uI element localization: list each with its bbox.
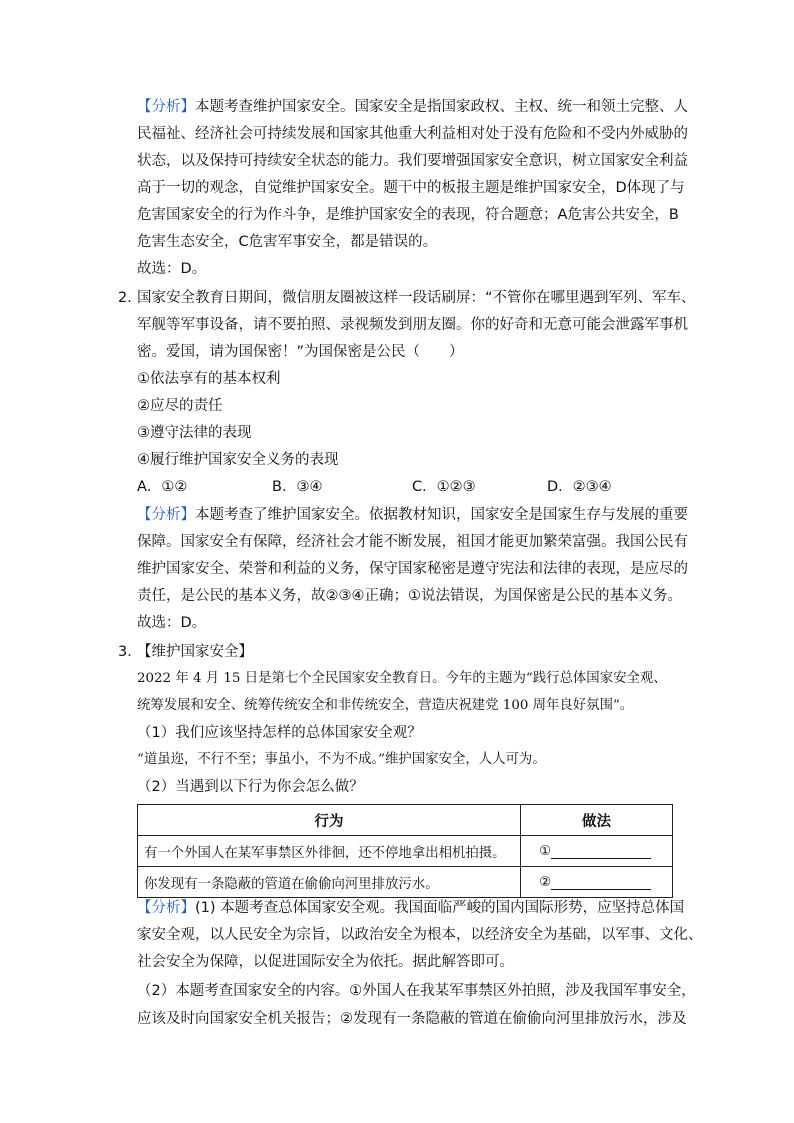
q1-answer: 故选：D。 bbox=[137, 261, 207, 277]
table-row bbox=[138, 836, 673, 867]
q2-number: 2． bbox=[118, 290, 142, 306]
answer-mark: ② bbox=[539, 874, 552, 890]
q2-stem-line-3: 密。爱国，请为国保密！”为国保密是公民（ ） bbox=[137, 344, 464, 360]
q2-option-d: D．②③④ bbox=[547, 479, 612, 495]
answer-mark: ① bbox=[539, 843, 552, 859]
q2-analysis-line-4: 责任，是公民的基本义务，故②③④正确；①说法错误，为国保密是公民的基本义务。 bbox=[137, 588, 682, 604]
behavior-table bbox=[137, 804, 673, 898]
q1-analysis-line-1 bbox=[137, 98, 688, 116]
q2-option-b: B．③④ bbox=[272, 479, 323, 495]
q1-analysis-line-6: 危害生态安全，C危害军事安全，都是错误的。 bbox=[137, 234, 438, 250]
q3-analysis-line-4: （2）本题考查国家安全的内容。①外国人在我某军事禁区外拍照，涉及我国军事安全， bbox=[137, 983, 696, 999]
q3-number: 3． bbox=[118, 644, 142, 660]
table-row bbox=[138, 867, 673, 898]
behavior-cell: 你发现有一条隐蔽的管道在偷偷向河里排放污水。 bbox=[138, 867, 521, 898]
q1-analysis-line-2: 民福祉、经济社会可持续发展和国家其他重大利益相对处于没有危险和不受内外威胁的 bbox=[137, 126, 688, 142]
answer-blank[interactable] bbox=[551, 844, 651, 859]
q2-item-1: ①依法享有的基本权利 bbox=[137, 371, 281, 387]
analysis-text: (1) 本题考查总体国家安全观。我国面临严峻的国内国际形势，应坚持总体国 bbox=[195, 900, 685, 916]
q3-analysis-line-1 bbox=[137, 899, 684, 917]
q2-analysis-line-3: 维护国家安全、荣誉和利益的义务，保守国家秘密是遵守宪法和法律的表现，是应尽的 bbox=[137, 561, 688, 577]
q2-stem-line-1: 国家安全教育日期间，微信朋友圈被这样一段话刷屏：“不管你在哪里遇到军列、军车、 bbox=[137, 290, 696, 306]
q2-analysis-line-2: 保障。国家安全有保障，经济社会才能不断发展，祖国才能更加繁荣富强。我国公民有 bbox=[137, 534, 688, 550]
q1-analysis-line-5: 危害国家安全的行为作斗争，是维护国家安全的表现，符合题意；A危害公共安全，B bbox=[137, 207, 679, 223]
table-header-behavior: 行为 bbox=[138, 805, 521, 836]
table-header-action: 做法 bbox=[521, 805, 673, 836]
analysis-tag: 【分析】 bbox=[137, 99, 195, 115]
q2-item-4: ④履行维护国家安全义务的表现 bbox=[137, 452, 339, 468]
q3-sub-question-1: （1）我们应该坚持怎样的总体国家安全观？ bbox=[137, 725, 422, 741]
q2-answer: 故选：D。 bbox=[137, 615, 207, 631]
q2-option-a: A．①② bbox=[137, 479, 188, 495]
behavior-cell: 有一个外国人在某军事禁区外徘徊，还不停地拿出相机拍摄。 bbox=[138, 836, 521, 867]
q1-analysis-line-3: 状态，以及保持可持续安全状态的能力。我们要增强国家安全意识，树立国家安全利益 bbox=[137, 153, 688, 169]
q3-analysis-line-5: 应该及时向国家安全机关报告；②发现有一条隐蔽的管道在偷偷向河里排放污水，涉及 bbox=[137, 1011, 687, 1027]
q3-intro-line-1: 2022 年 4 月 15 日是第七个全民国家安全教育日。今年的主题为“践行总体国家安全观、 bbox=[137, 671, 667, 686]
action-cell bbox=[521, 836, 673, 867]
q2-item-2: ②应尽的责任 bbox=[137, 398, 223, 414]
action-cell bbox=[521, 867, 673, 898]
q2-item-3: ③遵守法律的表现 bbox=[137, 425, 252, 441]
analysis-tag: 【分析】 bbox=[137, 507, 195, 523]
answer-blank[interactable] bbox=[551, 875, 651, 890]
q3-analysis-line-2: 家安全观，以人民安全为宗旨，以政治安全为根本，以经济安全为基础，以军事、文化、 bbox=[137, 927, 703, 943]
q2-stem-line-2: 军舰等军事设备，请不要拍照、录视频发到朋友圈。你的好奇和无意可能会泄露军事机 bbox=[137, 317, 688, 333]
q3-intro-line-2: 统筹发展和安全、统筹传统安全和非传统安全，营造庆祝建党 100 周年良好氛围”。 bbox=[137, 698, 634, 713]
q3-sub-question-2: （2）当遇到以下行为你会怎么做？ bbox=[137, 779, 364, 795]
analysis-tag: 【分析】 bbox=[137, 900, 195, 916]
analysis-text: 本题考查了维护国家安全。依据教材知识，国家安全是国家生存与发展的重要 bbox=[195, 507, 688, 523]
q1-analysis-line-4: 高于一切的观念，自觉维护国家安全。题干中的板报主题是维护国家安全，D体现了与 bbox=[137, 180, 685, 196]
table-header-row bbox=[138, 805, 673, 836]
analysis-text: 本题考查维护国家安全。国家安全是指国家政权、主权、统一和领土完整、人 bbox=[195, 99, 688, 115]
q3-quote: “道虽迩，不行不至；事虽小，不为不成。”维护国家安全，人人可为。 bbox=[137, 752, 546, 767]
q3-analysis-line-3: 社会安全为保障，以促进国际安全为依托。据此解答即可。 bbox=[137, 954, 514, 970]
q2-option-c: C．①②③ bbox=[412, 479, 476, 495]
q2-analysis-line-1 bbox=[137, 506, 688, 524]
q3-title: 【维护国家安全】 bbox=[137, 644, 253, 660]
